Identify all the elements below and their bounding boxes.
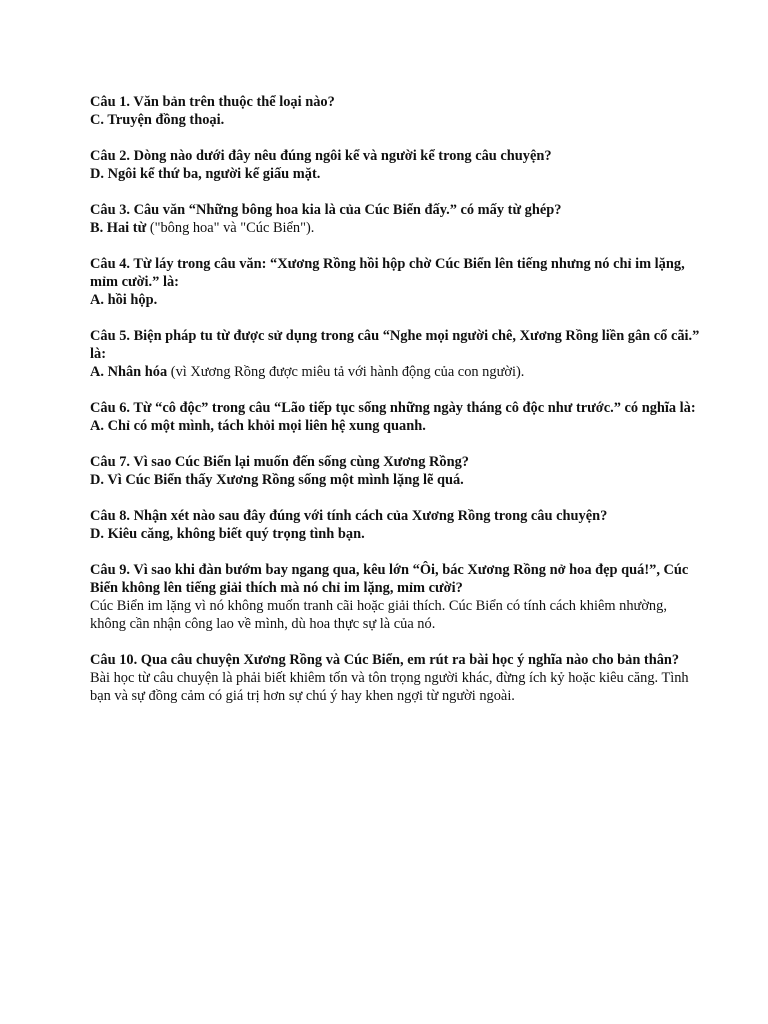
answer-choice: B. Hai từ (90, 220, 147, 236)
answer-text (90, 165, 700, 183)
question-text: Câu 5. Biện pháp tu từ được sử dụng trong câu “Nghe mọi người chê, Xương Rồng liền gân cổ cãi.” là: (90, 328, 700, 362)
question-block-3 (90, 201, 700, 237)
answer-choice: D. Vì Cúc Biển thấy Xương Rồng sống một mình lặng lẽ quá. (90, 472, 464, 488)
answer-choice: A. Chỉ có một mình, tách khỏi mọi liên hệ xung quanh. (90, 418, 426, 434)
question-text: Câu 10. Qua câu chuyện Xương Rồng và Cúc Biển, em rút ra bài học ý nghĩa nào cho bản thân? (90, 652, 680, 668)
answer-explanation: (vì Xương Rồng được miêu tả với hành động của con người). (167, 364, 525, 380)
question-text: Câu 1. Văn bản trên thuộc thể loại nào? (90, 94, 335, 110)
question-block-2 (90, 147, 700, 183)
question-text: Câu 3. Câu văn “Những bông hoa kia là của Cúc Biển đấy.” có mấy từ ghép? (90, 202, 562, 218)
question-text: Câu 8. Nhận xét nào sau đây đúng với tính cách của Xương Rồng trong câu chuyện? (90, 508, 608, 524)
answer-choice: A. Nhân hóa (90, 364, 168, 380)
answer-choice: D. Kiêu căng, không biết quý trọng tình bạn. (90, 526, 365, 542)
question-text: Câu 4. Từ láy trong câu văn: “Xương Rồng hồi hộp chờ Cúc Biển lên tiếng nhưng nó chỉ im lặng, mỉm cười.” là: (90, 256, 685, 290)
answer-text (90, 219, 700, 237)
answer-explanation: Cúc Biển im lặng vì nó không muốn tranh cãi hoặc giải thích. Cúc Biển có tính cách khiêm nhường, không cần nhận công lao về mình, dù hoa thực sự là của nó. (90, 598, 667, 632)
answer-text (90, 291, 700, 309)
question-block-9 (90, 561, 700, 633)
question-text: Câu 6. Từ “cô độc” trong câu “Lão tiếp tục sống những ngày tháng cô độc như trước.” có nghĩa là: (90, 400, 696, 416)
answer-text (90, 525, 700, 543)
question-text: Câu 2. Dòng nào dưới đây nêu đúng ngôi kể và người kể trong câu chuyện? (90, 148, 552, 164)
answer-choice: C. Truyện đồng thoại. (90, 112, 225, 128)
answer-text (90, 471, 700, 489)
question-block-7 (90, 453, 700, 489)
question-block-4 (90, 255, 700, 309)
answer-text (90, 363, 700, 381)
answer-choice: A. hồi hộp. (90, 292, 158, 308)
question-block-5 (90, 327, 700, 381)
answer-text (90, 111, 700, 129)
answer-text (90, 669, 700, 705)
question-block-6 (90, 399, 700, 435)
question-text: Câu 7. Vì sao Cúc Biển lại muốn đến sống cùng Xương Rồng? (90, 454, 469, 470)
question-block-8 (90, 507, 700, 543)
document-page (90, 93, 700, 723)
answer-choice: D. Ngôi kể thứ ba, người kể giấu mặt. (90, 166, 321, 182)
answer-explanation: ("bông hoa" và "Cúc Biển"). (146, 220, 315, 236)
question-block-1 (90, 93, 700, 129)
answer-text (90, 417, 700, 435)
question-block-10 (90, 651, 700, 705)
answer-text (90, 597, 700, 633)
answer-explanation: Bài học từ câu chuyện là phải biết khiêm tốn và tôn trọng người khác, đừng ích kỷ hoặc kiêu căng. Tình bạn và sự đồng cảm có giá trị hơn sự chú ý hay khen ngợi từ người ngoài. (90, 670, 689, 704)
question-text: Câu 9. Vì sao khi đàn bướm bay ngang qua, kêu lớn “Ôi, bác Xương Rồng nở hoa đẹp quá!”, Cúc Biển không lên tiếng giải thích mà nó chỉ im lặng, mỉm cười? (90, 562, 689, 596)
